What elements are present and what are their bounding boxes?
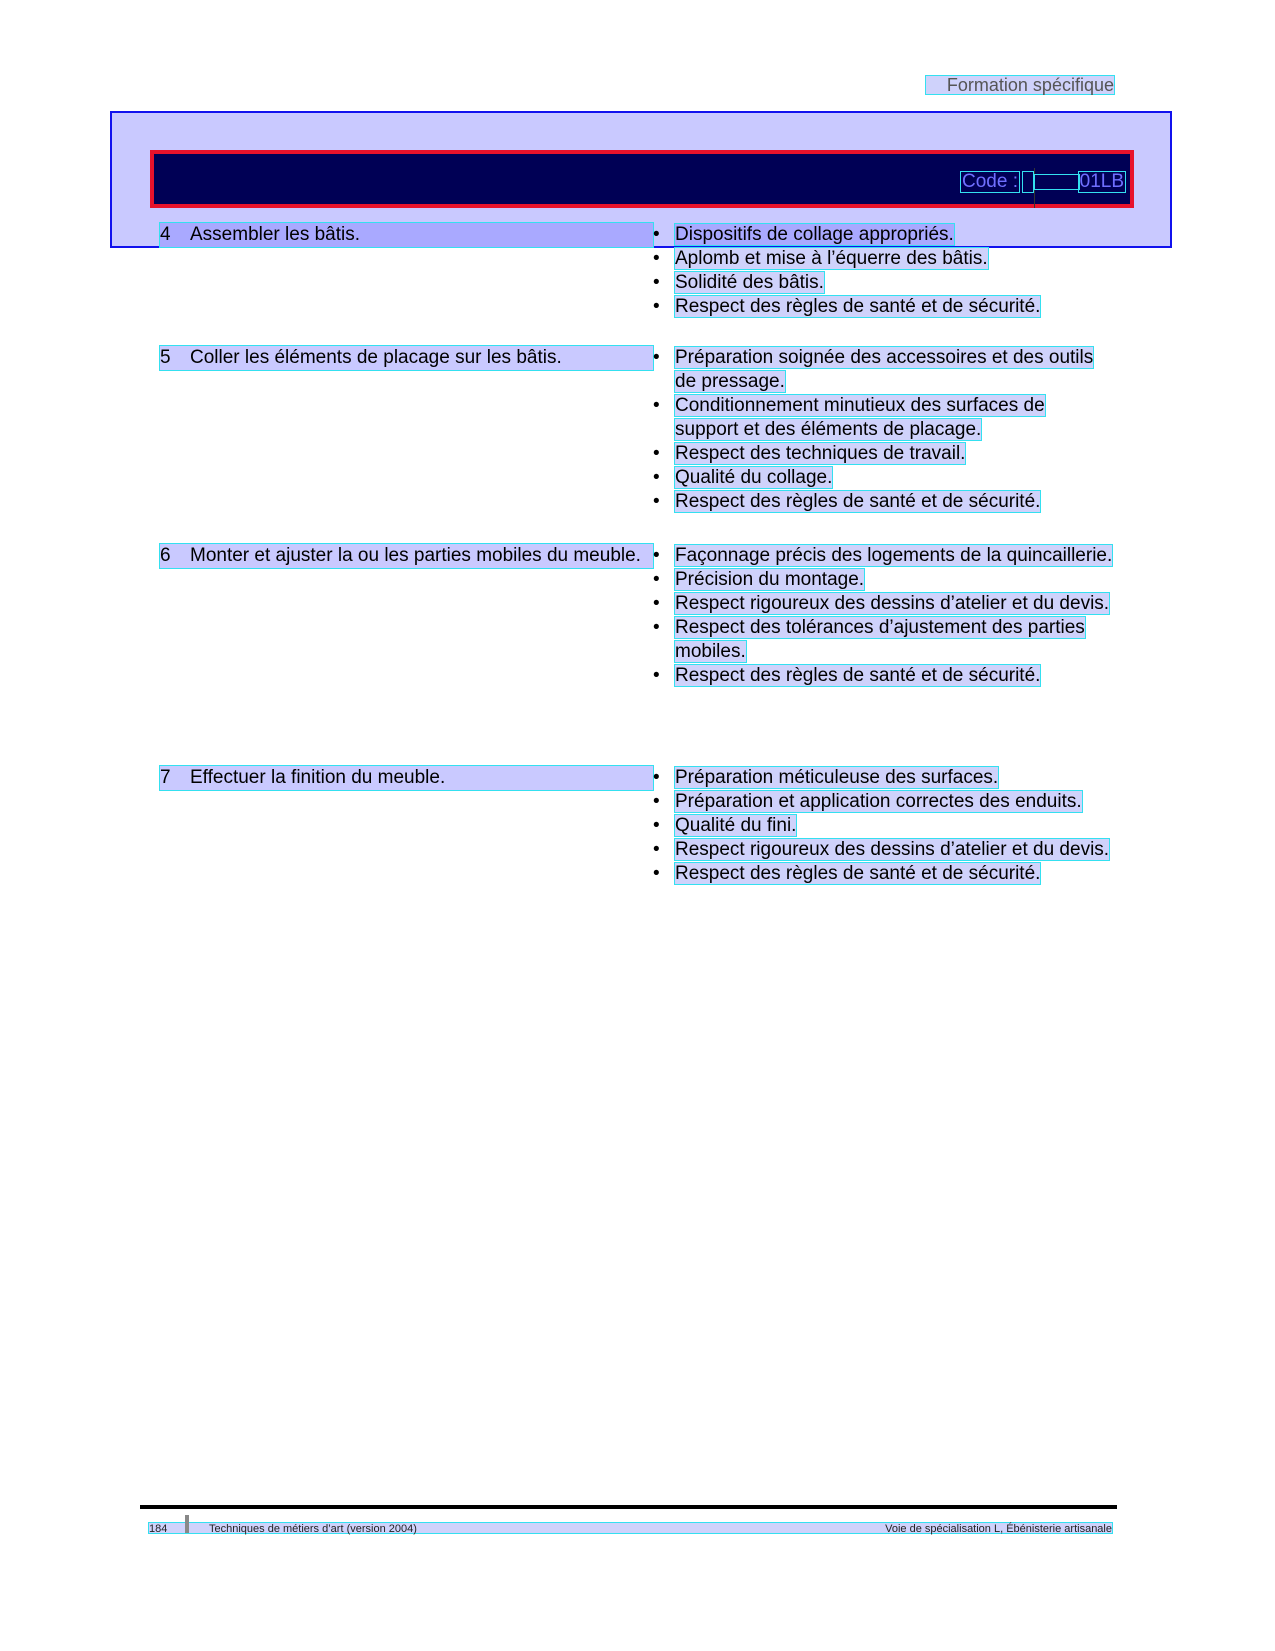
criterion-item: • Solidité des bâtis. [653,271,1113,295]
step-label: Monter et ajuster la ou les parties mobiles du meuble. [190,545,641,566]
code-separator [1022,171,1034,193]
criterion-item: • Précision du montage. [653,568,1113,592]
criterion-item: • Préparation soignée des accessoires et des outils de pressage. [653,346,1113,394]
criterion-item: • Préparation méticuleuse des surfaces. [653,766,1113,790]
step-number: 4 [160,224,171,245]
criterion-item: • Qualité du collage. [653,466,1113,490]
step-label: Coller les éléments de placage sur les bâtis. [190,347,562,368]
criterion-item: • Aplomb et mise à l’équerre des bâtis. [653,247,1113,271]
criterion-item: • Préparation et application correctes des enduits. [653,790,1113,814]
criterion-item: • Respect des règles de santé et de sécurité. [653,664,1113,688]
criteria-list [653,223,1113,319]
footer-section: Voie de spécialisation L, Ébénisterie artisanale [885,1523,1112,1535]
code-value: 01LB [1079,171,1124,192]
criterion-item: • Qualité du fini. [653,814,1113,838]
criteria-list [653,346,1113,514]
footer-rule [140,1505,1117,1509]
criterion-item: • Respect rigoureux des dessins d’atelier et du devis. [653,592,1113,616]
criterion-item: • Respect des règles de santé et de sécurité. [653,862,1113,886]
page-footer [148,1522,1113,1534]
criterion-item: • Respect des règles de santé et de sécurité. [653,295,1113,319]
step-label: Effectuer la finition du meuble. [190,767,446,788]
criteria-list [653,766,1113,886]
criterion-item: • Respect des tolérances d’ajustement des parties mobiles. [653,616,1113,664]
code-bar [150,150,1134,208]
page-number: 184 [149,1523,168,1535]
code-field [1034,174,1080,190]
section-header: Formation spécifique [925,75,1115,95]
step-text [160,346,653,370]
step-text [160,766,653,790]
step-number: 5 [160,347,171,368]
step-number: 6 [160,545,171,566]
criteria-list [653,544,1113,688]
criterion-item: • Respect des techniques de travail. [653,442,1113,466]
criterion-item: • Respect rigoureux des dessins d’atelier et du devis. [653,838,1113,862]
step-label: Assembler les bâtis. [190,224,361,245]
criterion-item: • Respect des règles de santé et de sécurité. [653,490,1113,514]
step-text [160,544,653,568]
code-label: Code : [962,171,1018,192]
criterion-item: • Façonnage précis des logements de la quincaillerie. [653,544,1113,568]
footer-separator [185,1515,189,1533]
criterion-item: • Conditionnement minutieux des surfaces de support et des éléments de placage. [653,394,1113,442]
footer-title: Techniques de métiers d’art (version 2004) [209,1523,417,1535]
step-number: 7 [160,767,171,788]
step-text [160,223,653,247]
criterion-item: • Dispositifs de collage appropriés. [653,223,1113,247]
